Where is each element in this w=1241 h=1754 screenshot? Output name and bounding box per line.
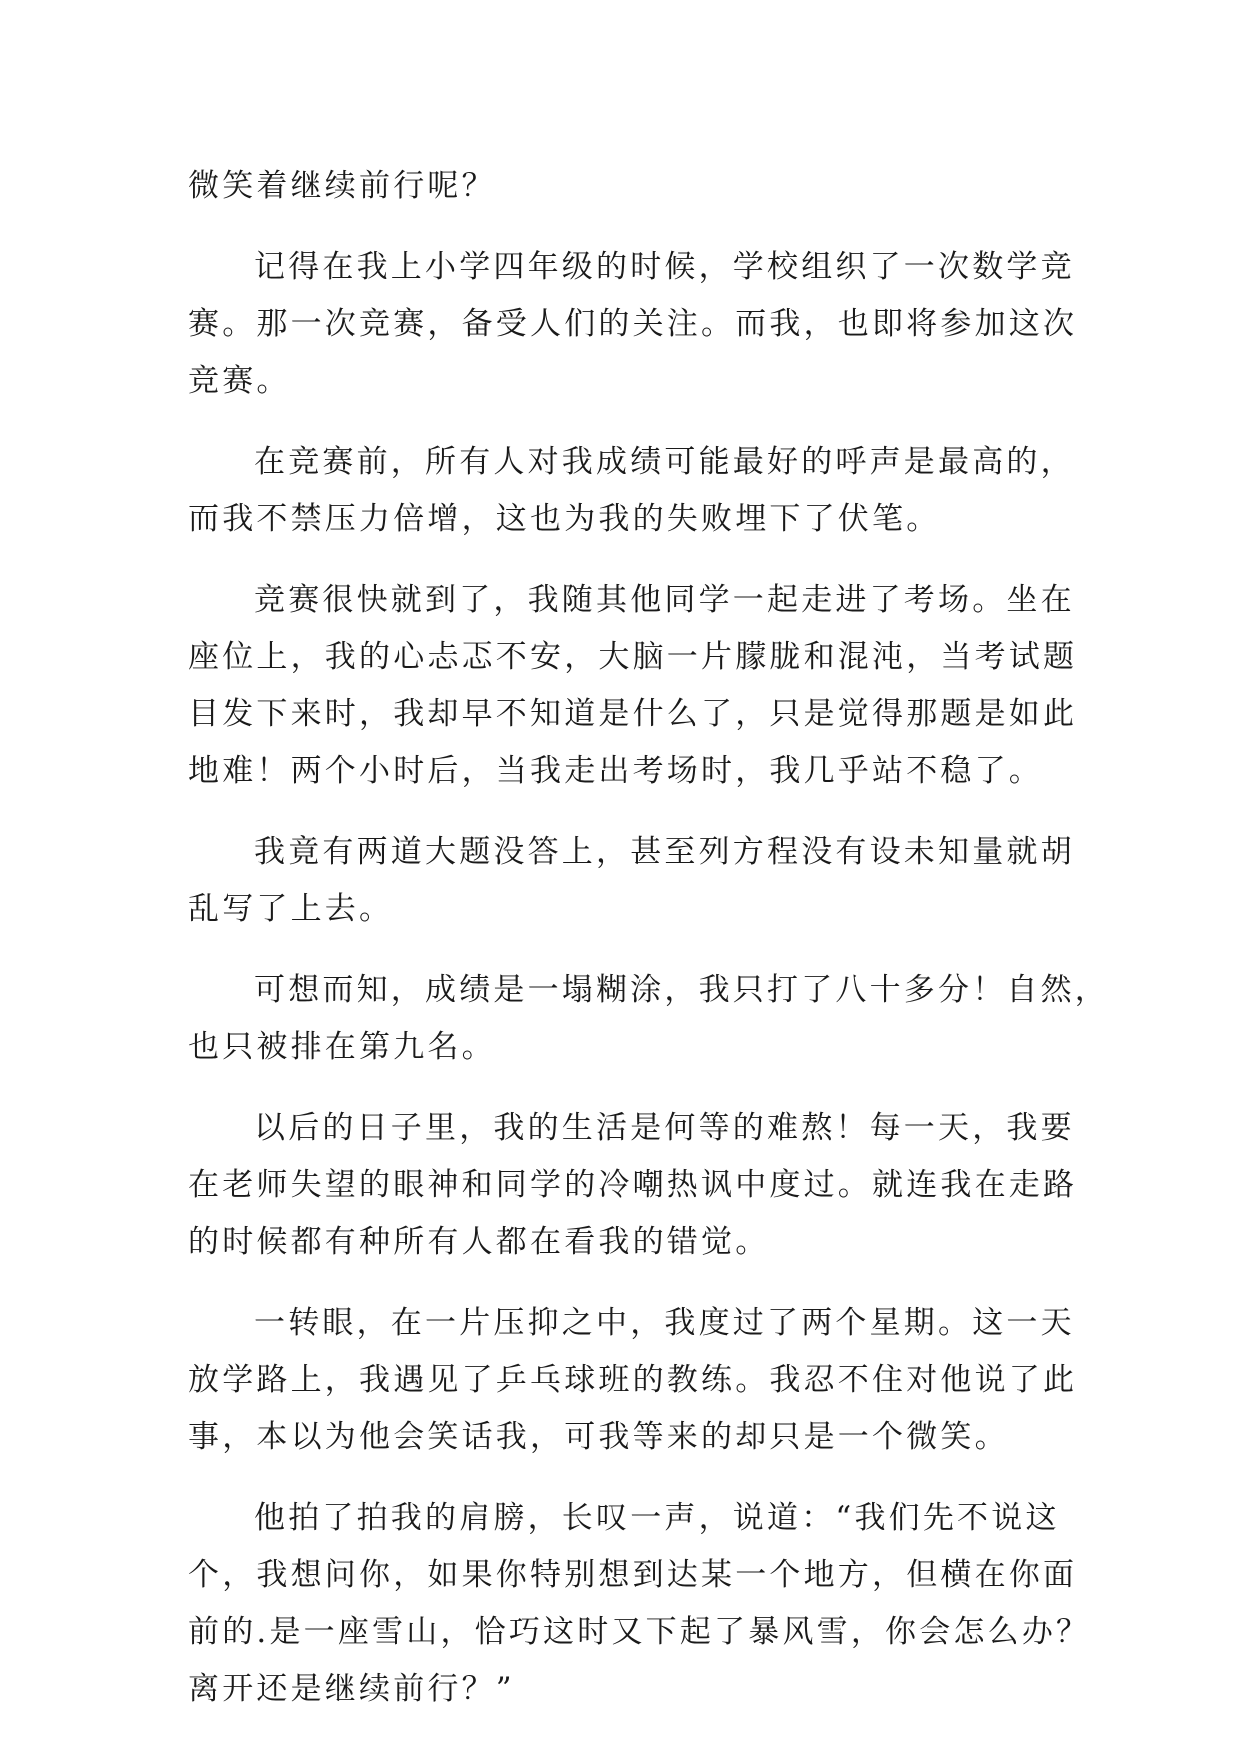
text-line: 竞赛很快就到了，我随其他同学一起走进了考场。坐在 [254, 582, 1075, 618]
text-line: 也只被排在第九名。 [188, 1029, 496, 1065]
text-line: 而我不禁压力倍增，这也为我的失败埋下了伏笔。 [188, 501, 941, 537]
text-line: 的时候都有种所有人都在看我的错觉。 [188, 1224, 770, 1260]
text-line: 可想而知，成绩是一塌糊涂，我只打了八十多分！自然， [254, 972, 1109, 1008]
text-line: 座位上，我的心忐忑不安，大脑一片朦胧和混沌，当考试题 [188, 639, 1078, 675]
paragraph-6 [188, 1100, 1078, 1271]
text-line: 赛。那一次竞赛，备受人们的关注。而我，也即将参加这次 [188, 306, 1078, 342]
text-line: 事，本以为他会笑话我，可我等来的却只是一个微笑。 [188, 1419, 1009, 1455]
text-line: 在竞赛前，所有人对我成绩可能最好的呼声是最高的， [254, 444, 1075, 480]
text-line: 我竟有两道大题没答上，甚至列方程没有设未知量就胡 [254, 834, 1075, 870]
document-body [188, 158, 1109, 1718]
text-line: 他拍了拍我的肩膀，长叹一声，说道：“我们先不说这 [254, 1500, 1060, 1536]
paragraph-2 [188, 434, 1078, 548]
text-line: 放学路上，我遇见了乒乓球班的教练。我忍不住对他说了此 [188, 1362, 1078, 1398]
paragraph-7 [188, 1295, 1078, 1466]
text-line: 离开还是继续前行？” [188, 1671, 515, 1707]
text-line: 以后的日子里，我的生活是何等的难熬！每一天，我要 [254, 1110, 1075, 1146]
text-line: 竞赛。 [188, 363, 291, 399]
paragraph-8 [188, 1490, 1091, 1718]
text-line: 一转眼，在一片压抑之中，我度过了两个星期。这一天 [254, 1305, 1075, 1341]
text-line: 记得在我上小学四年级的时候，学校组织了一次数学竞 [254, 249, 1075, 285]
paragraph-4 [188, 824, 1078, 938]
text-line: 目发下来时，我却早不知道是什么了，只是觉得那题是如此 [188, 696, 1078, 732]
text-line: 在老师失望的眼神和同学的冷嘲热讽中度过。就连我在走路 [188, 1167, 1078, 1203]
paragraph-5 [188, 962, 1109, 1076]
paragraph-3 [188, 572, 1078, 800]
text-line: 微笑着继续前行呢？ [188, 168, 496, 204]
text-line: 地难！两个小时后，当我走出考场时，我几乎站不稳了。 [188, 753, 1043, 789]
text-line: 前的.是一座雪山，恰巧这时又下起了暴风雪，你会怎么办？ [188, 1614, 1091, 1650]
paragraph-0 [188, 158, 1078, 215]
paragraph-1 [188, 239, 1078, 410]
text-line: 个，我想问你，如果你特别想到达某一个地方，但横在你面 [188, 1557, 1078, 1593]
text-line: 乱写了上去。 [188, 891, 394, 927]
